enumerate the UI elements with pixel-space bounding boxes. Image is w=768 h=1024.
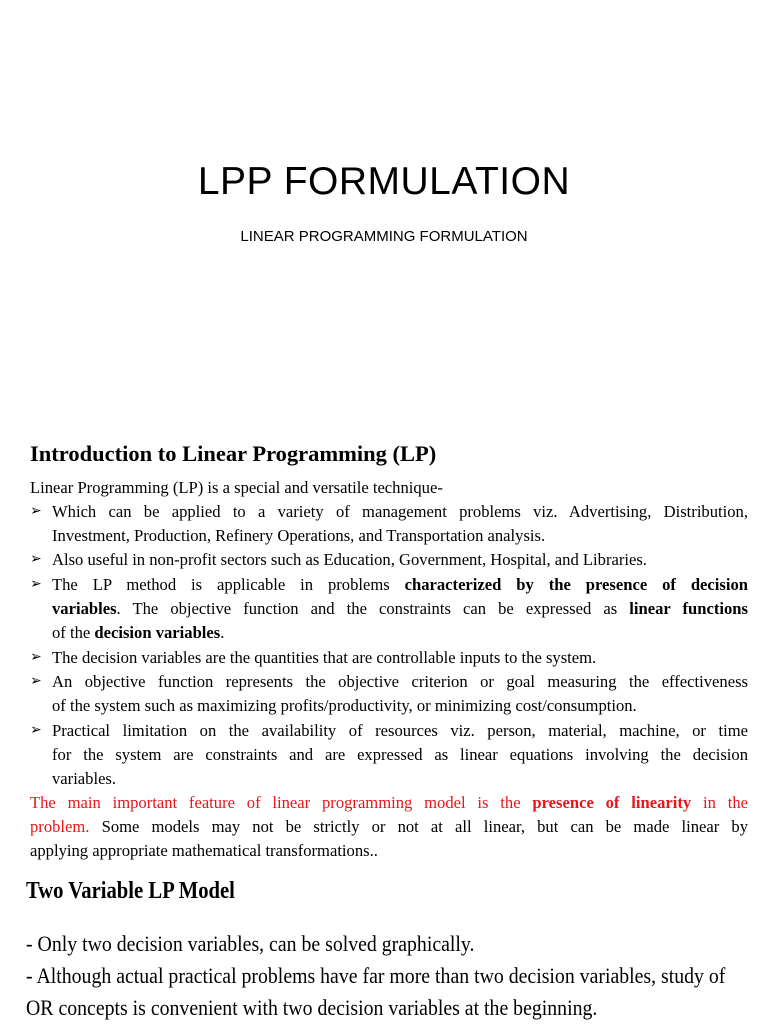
- bullet-arrow-icon: ➢: [30, 674, 42, 689]
- two-variable-heading: Two Variable LP Model: [26, 878, 235, 904]
- intro-slide: [0, 440, 768, 1024]
- intro-lead: Linear Programming (LP) is a special and versatile technique-: [30, 478, 443, 497]
- bullet-3-line-1: [52, 575, 748, 595]
- bullet-3-text: . The objective function and the constraints can be expressed as: [116, 599, 630, 618]
- bullet-5-line-1: An objective function represents the objective criterion or goal measuring the effectiveness: [52, 672, 748, 691]
- bullet-1-line-2: Investment, Production, Refinery Operations, and Transportation analysis.: [52, 526, 546, 545]
- linearity-red-text: problem.: [30, 817, 90, 836]
- bullet-3-bold: characterized by the presence of decision: [404, 575, 748, 594]
- two-variable-line-2: - Although actual practical problems have far more than two decision variables, study of: [26, 963, 726, 988]
- bullet-3-bold: linear functions: [629, 599, 748, 618]
- two-variable-line-3: OR concepts is convenient with two decision variables at the beginning.: [26, 995, 598, 1020]
- bullet-3-text: The LP method is applicable in problems: [52, 575, 405, 594]
- bullet-1-line-1: Which can be applied to a variety of management problems viz. Advertising, Distribution,: [52, 502, 748, 521]
- bullet-3-line-3: [52, 623, 224, 643]
- bullet-3-text: .: [220, 623, 225, 642]
- bullet-5-line-2: of the system such as maximizing profits/productivity, or minimizing cost/consumption.: [52, 696, 637, 715]
- bullet-3-text: of the: [52, 623, 95, 642]
- bullet-3-line-2: [52, 599, 748, 619]
- bullet-6-line-1: Practical limitation on the availability of resources viz. person, material, machine, or time: [52, 721, 748, 740]
- bullet-4-line-1: The decision variables are the quantities that are controllable inputs to the system.: [52, 648, 597, 667]
- linearity-paragraph-line-1: [30, 793, 748, 813]
- intro-heading: Introduction to Linear Programming (LP): [30, 441, 437, 466]
- bullet-arrow-icon: ➢: [30, 650, 42, 665]
- linearity-paragraph-line-3: applying appropriate mathematical transformations..: [30, 841, 378, 860]
- bullet-6-line-2: for the system are constraints and are expressed as linear equations involving the decision: [52, 745, 748, 764]
- bullet-2-line-1: Also useful in non-profit sectors such as Education, Government, Hospital, and Libraries.: [52, 550, 647, 569]
- bullet-6-line-3: variables.: [52, 769, 117, 788]
- linearity-paragraph-line-2: [30, 817, 748, 837]
- title-slide: [0, 0, 768, 400]
- bullet-arrow-icon: ➢: [30, 723, 42, 738]
- linearity-red-text: in the: [691, 793, 748, 812]
- bullet-arrow-icon: ➢: [30, 504, 42, 519]
- slide-subtitle: LINEAR PROGRAMMING FORMULATION: [240, 228, 528, 245]
- slide-title: LPP FORMULATION: [197, 160, 571, 203]
- linearity-red-bold: presence of linearity: [532, 793, 692, 812]
- bullet-3-bold: decision variables: [94, 623, 221, 642]
- bullet-arrow-icon: ➢: [30, 577, 42, 592]
- bullet-3-bold: variables: [52, 599, 117, 618]
- linearity-red-text: The main important feature of linear programming model is the: [30, 793, 533, 812]
- bullet-arrow-icon: ➢: [30, 552, 42, 567]
- two-variable-line-1: - Only two decision variables, can be solved graphically.: [26, 931, 475, 956]
- linearity-text: Some models may not be strictly or not at all linear, but can be made linear by: [89, 817, 748, 836]
